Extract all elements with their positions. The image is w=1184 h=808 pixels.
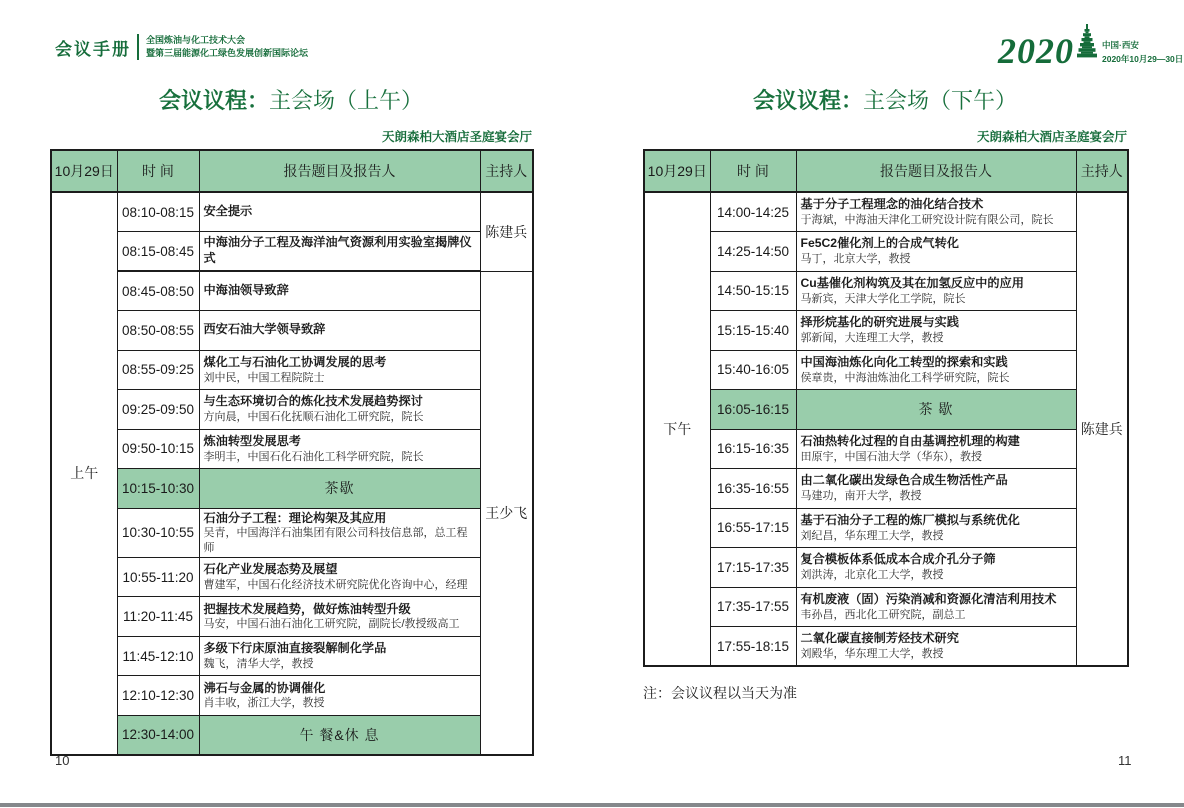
talk-speaker: 李明丰，中国石化石油化工科学研究院，院长 [203, 450, 424, 463]
talk-title: 基于石油分子工程的炼厂模拟与系统优化 [800, 512, 1020, 527]
talk-title: 炼油转型发展思考 [203, 433, 301, 448]
brand-divider [137, 34, 139, 60]
talk-speaker: 刘洪涛，北京化工大学，教授 [800, 569, 944, 582]
time-slot: 08:55-09:25 [117, 350, 199, 390]
talk-title: 西安石油大学领导致辞 [203, 322, 326, 337]
talk-cell [796, 548, 1076, 588]
talk-speaker: 田原宇，中国石油大学（华东），教授 [800, 450, 982, 463]
agenda-title-prefix: 会议议程： [158, 88, 269, 113]
talk-speaker: 马新宾，天津大学化工学院，院长 [800, 292, 966, 305]
column-header: 报告题目及报告人 [199, 150, 480, 192]
moderator-name: 陈建兵 [480, 192, 533, 271]
talk-cell [199, 636, 480, 676]
brand-title: 会议手册 [55, 39, 131, 59]
talk-title: 中海油领导致辞 [203, 283, 289, 298]
event-location: 中国·西安 [1102, 40, 1139, 50]
column-header: 主持人 [480, 150, 533, 192]
talk-cell [199, 232, 480, 272]
venue-label: 天朗森柏大酒店圣庭宴会厅 [976, 130, 1127, 144]
afternoon-agenda-table [643, 149, 1129, 667]
agenda-row [51, 429, 533, 469]
talk-title: 把握技术发展趋势，做好炼油转型升级 [203, 601, 411, 616]
talk-speaker: 郭新闻，大连理工大学，教授 [800, 332, 944, 345]
time-slot: 12:10-12:30 [117, 676, 199, 716]
talk-title: 中国海油炼化向化工转型的探索和实践 [800, 354, 1008, 369]
event-logo [998, 24, 1184, 71]
break-label: 午 餐&休 息 [199, 715, 480, 755]
time-slot: 08:45-08:50 [117, 271, 199, 311]
time-slot: 17:15-17:35 [710, 548, 796, 588]
talk-title: 煤化工与石油化工协调发展的思考 [203, 354, 387, 369]
talk-title: Cu基催化剂构筑及其在加氢反应中的应用 [800, 275, 1024, 290]
talk-cell [796, 627, 1076, 667]
table-header-row [51, 150, 533, 192]
talk-cell [796, 587, 1076, 627]
moderator-name: 陈建兵 [1076, 192, 1128, 666]
talk-title: Fe5C2催化剂上的合成气转化 [800, 236, 959, 251]
talk-speaker: 魏飞，清华大学，教授 [203, 657, 314, 670]
talk-title: 择形烷基化的研究进展与实践 [800, 315, 959, 330]
agenda-row [51, 508, 533, 557]
agenda-row [644, 390, 1128, 430]
break-label: 茶 歇 [796, 390, 1076, 430]
talk-title: 有机废液（固）污染消减和资源化清洁利用技术 [800, 591, 1057, 606]
brand-subtitle [146, 34, 308, 60]
talk-title: 石化产业发展态势及展望 [203, 562, 338, 577]
talk-speaker: 方向晨，中国石化抚顺石油化工研究院，院长 [203, 411, 424, 424]
agenda-note: 注：会议议程以当天为准 [643, 685, 797, 701]
agenda-row [51, 192, 533, 232]
morning-agenda-section [50, 84, 532, 756]
time-slot: 09:25-09:50 [117, 390, 199, 430]
talk-cell [796, 192, 1076, 232]
time-slot: 08:15-08:45 [117, 232, 199, 272]
event-logo-text [1102, 39, 1183, 65]
agenda-row [644, 587, 1128, 627]
afternoon-agenda-title [643, 84, 1127, 115]
time-slot: 11:45-12:10 [117, 636, 199, 676]
agenda-row [51, 715, 533, 755]
talk-cell [199, 350, 480, 390]
time-slot: 10:30-10:55 [117, 508, 199, 557]
talk-title: 二氧化碳直接制芳烃技术研究 [800, 630, 959, 645]
talk-cell [796, 271, 1076, 311]
time-slot: 12:30-14:00 [117, 715, 199, 755]
column-header: 时 间 [117, 150, 199, 192]
page-number-left: 10 [55, 753, 70, 768]
agenda-row [644, 469, 1128, 509]
time-slot: 09:50-10:15 [117, 429, 199, 469]
event-dates: 2020年10月29—30日 [1102, 54, 1184, 64]
agenda-row [51, 232, 533, 272]
time-slot: 16:55-17:15 [710, 508, 796, 548]
break-label: 茶歇 [199, 469, 480, 509]
time-slot: 11:20-11:45 [117, 597, 199, 637]
time-slot: 15:15-15:40 [710, 311, 796, 351]
talk-title: 中海油分子工程及海洋油气资源利用实验室揭牌仪式 [203, 235, 472, 265]
agenda-row [644, 508, 1128, 548]
agenda-row [644, 271, 1128, 311]
column-header: 10月29日 [644, 150, 710, 192]
talk-cell [796, 508, 1076, 548]
agenda-row [51, 676, 533, 716]
session-label: 上午 [51, 192, 117, 755]
talk-speaker: 肖丰收，浙江大学，教授 [203, 697, 325, 710]
talk-speaker: 于海斌，中海油天津化工研究设计院有限公司，院长 [800, 213, 1054, 226]
talk-speaker: 刘中民，中国工程院院士 [203, 371, 325, 384]
talk-speaker: 刘纪昌，华东理工大学，教授 [800, 529, 944, 542]
agenda-row [51, 311, 533, 351]
talk-title: 与生态环境切合的炼化技术发展趋势探讨 [203, 394, 423, 409]
talk-title: 基于分子工程理念的油化结合技术 [800, 196, 984, 211]
talk-speaker: 曹建军，中国石化经济技术研究院优化咨询中心，经理 [203, 578, 468, 591]
talk-cell [199, 597, 480, 637]
talk-title: 安全提示 [203, 204, 253, 219]
agenda-row [51, 469, 533, 509]
afternoon-agenda-section [643, 84, 1127, 703]
time-slot: 10:15-10:30 [117, 469, 199, 509]
talk-cell [199, 271, 480, 311]
brand-subtitle-line2: 暨第三届能源化工绿色发展创新国际论坛 [146, 48, 309, 59]
time-slot: 14:25-14:50 [710, 232, 796, 272]
talk-cell [199, 390, 480, 430]
page-number-right: 11 [1118, 753, 1132, 768]
time-slot: 16:15-16:35 [710, 429, 796, 469]
table-header-row [644, 150, 1128, 192]
morning-agenda-table [50, 149, 534, 756]
talk-speaker: 韦孙昌，西北化工研究院，副总工 [800, 608, 966, 621]
talk-cell [796, 350, 1076, 390]
agenda-row [644, 350, 1128, 390]
talk-cell [796, 429, 1076, 469]
talk-cell [199, 557, 480, 597]
talk-speaker: 刘殿华，华东理工大学，教授 [800, 647, 944, 660]
session-label: 下午 [644, 192, 710, 666]
agenda-title-prefix: 会议议程： [752, 88, 863, 113]
agenda-row [644, 548, 1128, 588]
agenda-row [51, 597, 533, 637]
talk-cell [199, 192, 480, 232]
talk-cell [796, 311, 1076, 351]
venue-label: 天朗森柏大酒店圣庭宴会厅 [381, 130, 532, 144]
morning-agenda-title [50, 84, 532, 115]
talk-speaker: 侯章贵，中海油炼油化工科学研究院，院长 [800, 371, 1010, 384]
talk-cell [199, 311, 480, 351]
column-header: 时 间 [710, 150, 796, 192]
time-slot: 17:35-17:55 [710, 587, 796, 627]
talk-title: 由二氧化碳出发绿色合成生物活性产品 [800, 473, 1008, 488]
talk-cell [796, 469, 1076, 509]
talk-title: 石油分子工程：理论构架及其应用 [203, 510, 387, 525]
talk-title: 复合模板体系低成本合成介孔分子筛 [800, 552, 996, 567]
talk-speaker: 马建功，南开大学，教授 [800, 490, 922, 503]
column-header: 报告题目及报告人 [796, 150, 1076, 192]
time-slot: 08:50-08:55 [117, 311, 199, 351]
agenda-row [51, 350, 533, 390]
column-header: 主持人 [1076, 150, 1128, 192]
time-slot: 14:00-14:25 [710, 192, 796, 232]
talk-title: 多级下行床原油直接裂解制化学品 [203, 641, 387, 656]
moderator-name: 王少飞 [480, 271, 533, 755]
agenda-row [51, 636, 533, 676]
brand-subtitle-line1: 全国炼油与化工技术大会 [146, 35, 246, 45]
talk-speaker: 马丁，北京大学，教授 [800, 253, 911, 266]
agenda-row [644, 627, 1128, 667]
bottom-bar [0, 803, 1184, 807]
year-2020: 2020 [998, 30, 1074, 71]
talk-speaker: 吴青，中国海洋石油集团有限公司科技信息部，总工程师 [203, 527, 468, 554]
agenda-row [51, 390, 533, 430]
agenda-row [644, 429, 1128, 469]
talk-cell [199, 676, 480, 716]
time-slot: 17:55-18:15 [710, 627, 796, 667]
agenda-row [51, 557, 533, 597]
agenda-row [51, 271, 533, 311]
time-slot: 08:10-08:15 [117, 192, 199, 232]
talk-speaker: 马安，中国石油石油化工研究院，副院长/教授级高工 [203, 618, 460, 631]
talk-cell [199, 429, 480, 469]
column-header: 10月29日 [51, 150, 117, 192]
time-slot: 16:35-16:55 [710, 469, 796, 509]
agenda-row [644, 192, 1128, 232]
time-slot: 14:50-15:15 [710, 271, 796, 311]
agenda-row [644, 232, 1128, 272]
talk-title: 石油热转化过程的自由基调控机理的构建 [800, 433, 1020, 448]
agenda-row [644, 311, 1128, 351]
agenda-title-main: 主会场（上午） [269, 88, 424, 113]
talk-title: 沸石与金属的协调催化 [203, 680, 326, 695]
talk-cell [199, 508, 480, 557]
time-slot: 16:05-16:15 [710, 390, 796, 430]
brand-block [55, 34, 308, 60]
agenda-title-main: 主会场（下午） [863, 88, 1018, 113]
time-slot: 15:40-16:05 [710, 350, 796, 390]
pagoda-icon [1076, 24, 1098, 65]
talk-cell [796, 232, 1076, 272]
time-slot: 10:55-11:20 [117, 557, 199, 597]
